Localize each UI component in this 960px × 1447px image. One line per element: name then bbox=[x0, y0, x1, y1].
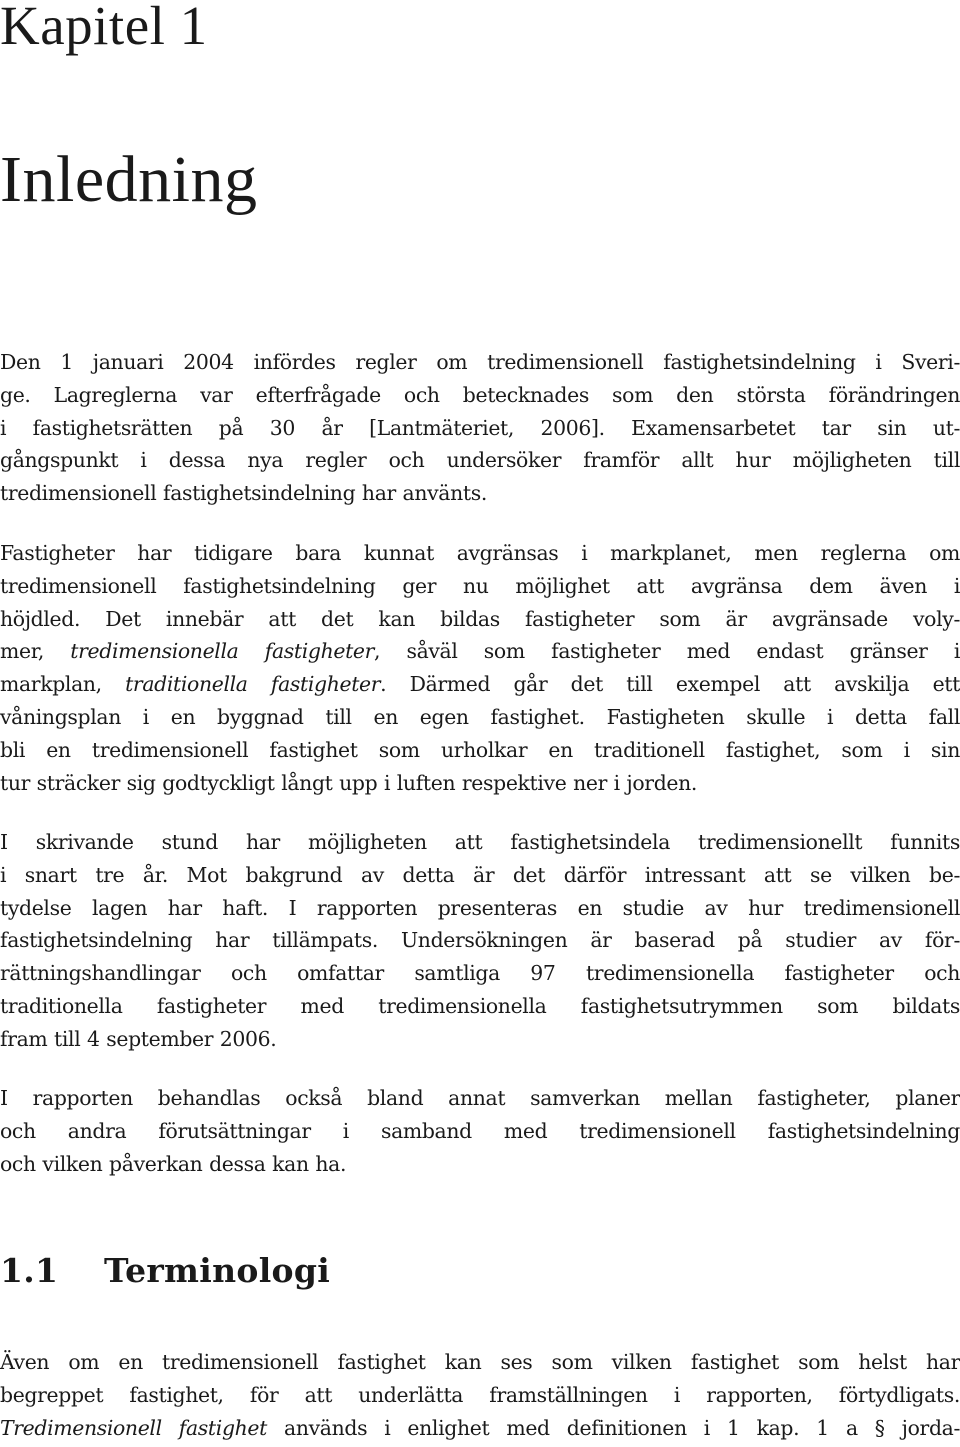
text-line-mixed bbox=[0, 1412, 960, 1445]
text-line: Fastigheter har tidigare bara kunnat avgränsas i markplanet, men reglerna om bbox=[0, 541, 960, 565]
text-line: och vilken påverkan dessa kan ha. bbox=[0, 1151, 347, 1176]
section-title: Terminologi bbox=[104, 1251, 331, 1290]
text-line: gångspunkt i dessa nya regler och undersöker framför allt hur möjligheten till bbox=[0, 448, 960, 473]
chapter-label: Kapitel 1 bbox=[0, 0, 208, 56]
text-line: höjdled. Det innebär att det kan bildas fastigheter som är avgränsade voly- bbox=[0, 606, 960, 631]
text-line: traditionella fastigheter med tredimensionella fastighetsutrymmen som bildats bbox=[0, 993, 960, 1018]
text-line: i snart tre år. Mot bakgrund av detta är det därför intressant att se vilken be- bbox=[0, 862, 960, 887]
chapter-title: Inledning bbox=[0, 143, 258, 216]
section-heading bbox=[0, 1248, 330, 1294]
text-line: fastighetsindelning har tillämpats. Undersökningen är baserad på studier av för- bbox=[0, 928, 960, 953]
text-line: I rapporten behandlas också bland annat samverkan mellan fastigheter, planer bbox=[0, 1086, 960, 1110]
text-run: . Därmed går det till exempel att avskilja ett bbox=[380, 672, 960, 697]
text-line: bli en tredimensionell fastighet som urholkar en traditionell fastighet, som i sin bbox=[0, 737, 960, 762]
text-line: begreppet fastighet, för att underlätta framställningen i rapporten, förtydligats. bbox=[0, 1382, 960, 1407]
text-line: Även om en tredimensionell fastighet kan ses som vilken fastighet som helst har bbox=[0, 1350, 960, 1374]
text-line: I skrivande stund har möjligheten att fastighetsindela tredimensionellt funnits bbox=[0, 830, 960, 854]
text-line: rättningshandlingar och omfattar samtliga 97 tredimensionella fastigheter och bbox=[0, 961, 960, 986]
text-line: tur sträcker sig godtyckligt långt upp i luften respektive ner i jorden. bbox=[0, 770, 698, 795]
text-run: markplan, bbox=[0, 672, 126, 697]
text-line: och andra förutsättningar i samband med tredimensionell fastighetsindelning bbox=[0, 1118, 960, 1143]
text-line: i fastighetsrätten på 30 år [Lantmäteriet, 2006]. Examensarbetet tar sin ut- bbox=[0, 415, 960, 440]
text-run: används i enlighet med definitionen i 1 kap. 1 a § jorda- bbox=[267, 1415, 960, 1440]
text-run: mer, bbox=[0, 639, 71, 664]
text-run: , såväl som fastigheter med endast gränser i bbox=[374, 639, 960, 664]
text-line: tredimensionell fastighetsindelning ger nu möjlighet att avgränsa dem även i bbox=[0, 573, 960, 598]
text-line: ge. Lagreglerna var efterfrågade och betecknades som den största förändringen bbox=[0, 382, 960, 407]
paragraph-1 bbox=[0, 346, 960, 510]
section-number: 1.1 bbox=[0, 1251, 59, 1290]
text-line: Den 1 januari 2004 infördes regler om tredimensionell fastighetsindelning i Sveri- bbox=[0, 350, 960, 374]
text-line-mixed bbox=[0, 635, 960, 668]
paragraph-3 bbox=[0, 826, 960, 1056]
text-line: våningsplan i en byggnad till en egen fastighet. Fastigheten skulle i detta fall bbox=[0, 704, 960, 729]
paragraph-2 bbox=[0, 537, 960, 799]
emphasis-term: tredimensionella fastigheter bbox=[70, 639, 375, 664]
emphasis-term: Tredimensionell fastighet bbox=[0, 1415, 267, 1440]
emphasis-term: traditionella fastigheter bbox=[125, 672, 381, 697]
text-line: tydelse lagen har haft. I rapporten presenteras en studie av hur tredimensionell bbox=[0, 895, 960, 920]
section-paragraph bbox=[0, 1346, 960, 1444]
text-line: tredimensionell fastighetsindelning har använts. bbox=[0, 481, 487, 506]
paragraph-4 bbox=[0, 1082, 960, 1180]
text-line: fram till 4 september 2006. bbox=[0, 1026, 277, 1051]
text-line-mixed bbox=[0, 668, 960, 701]
